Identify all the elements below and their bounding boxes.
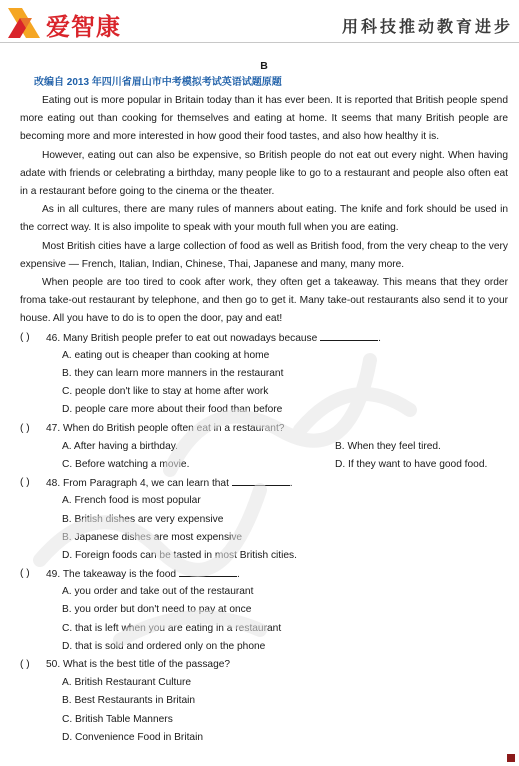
answer-blank [320,329,378,341]
answer-bracket[interactable]: ( ) [20,659,30,671]
paragraph-1: Eating out is more popular in Britain today than it has ever been. It is reported that British people spend more eating out than cooking for themselves and eating at home. It seems that many British people are becoming more and more interested in how good their food tastes, and also how healthy it is. [20,95,508,143]
answer-bracket[interactable]: ( ) [20,422,30,434]
source-line: 改编自 2013 年四川省眉山市中考模拟考试英语试题原题 [34,77,282,88]
options-47-row-1 [20,438,508,456]
option-47-b[interactable]: B. When they feel tired. [335,440,441,452]
paragraph-4: Most British cities have a large collection of food as well as British food, from the very cheap to the very expensive — French, Italian, Indian, Chinese, Thai, Japanese and many, many more. [20,240,508,270]
question-47 [20,420,508,438]
brand-slogan: 用科技推动教育进步 [341,17,513,36]
answer-bracket[interactable]: ( ) [20,568,30,580]
option-47-a[interactable]: A. After having a birthday. [62,440,178,452]
question-46: ( ) 46. Many British people prefer to eat out nowadays because . [20,329,508,347]
corner-mark [507,754,515,762]
option-49-b[interactable]: B. you order but don't need to pay at once [62,604,252,616]
question-48: ( ) 48. From Paragraph 4, we can learn that . [20,474,508,492]
answer-bracket[interactable]: ( ) [20,331,30,343]
question-stem: From Paragraph 4, we can learn that [63,478,229,490]
paragraph-2: However, eating out can also be expensive, so British people do not eat out every night. When having adate with friends or celebrating a birthday, many people like to go to a restaurant and people also often eat in a restaurant before going to the cinema or the theater. [20,149,508,198]
option-47-d[interactable]: D. If they want to have good food. [335,458,488,470]
section-label: B [260,60,268,72]
option-48-b[interactable]: B. British dishes are very expensive [62,513,224,525]
option-50-a[interactable]: A. British Restaurant Culture [62,677,192,689]
option-48-c[interactable]: B. Japanese dishes are most expensive [62,531,243,543]
answer-bracket[interactable]: ( ) [20,477,30,489]
option-50-c[interactable]: C. British Table Manners [62,713,173,725]
question-number: 50. [46,659,61,671]
question-number: 47. [46,422,61,434]
option-50-b[interactable]: B. Best Restaurants in Britain [62,695,196,707]
header-divider [0,42,519,43]
question-stem: Many British people prefer to eat out nowadays because [63,332,318,344]
option-46-b[interactable]: B. they can learn more manners in the restaurant [62,368,284,380]
brand-name: 爱智康 [46,13,121,41]
question-49: ( ) 49. The takeaway is the food . [20,565,508,583]
option-46-c[interactable]: C. people don't like to stay at home after work [62,386,269,398]
option-49-a[interactable]: A. you order and take out of the restaurant [62,586,254,598]
question-number: 48. [46,478,61,490]
reading-passage [20,58,508,747]
answer-blank [232,474,290,486]
page-header [0,0,519,44]
question-number: 49. [46,569,61,581]
question-stem: What is the best title of the passage? [63,659,231,671]
options-47-row-2 [20,456,508,474]
option-50-d[interactable]: D. Convenience Food in Britain [62,731,204,743]
answer-blank [179,565,237,577]
option-49-c[interactable]: C. that is left when you are eating in a restaurant [62,622,282,634]
option-46-a[interactable]: A. eating out is cheaper than cooking at home [62,349,270,361]
option-49-d[interactable]: D. that is sold and ordered only on the phone [62,640,266,652]
option-47-c[interactable]: C. Before watching a movie. [62,458,190,470]
option-48-d[interactable]: D. Foreign foods can be tasted in most British cities. [62,549,297,561]
brand-logo-icon [6,6,42,40]
question-stem: When do British people often eat in a restaurant? [63,422,285,434]
paragraph-3: As in all cultures, there are many rules of manners about eating. The knife and fork should be used in the correct way. It is also impolite to speak with your mouth full when you are eating. [20,204,508,234]
paragraph-5: When people are too tired to cook after work, they often get a takeaway. This means that they order froma take-out restaurant by telephone, and then go to get it. Many take-out restaurants also send it to your house. All you have to do is to open the door, pay and eat! [20,277,508,325]
option-46-d[interactable]: D. people care more about their food than before [62,404,283,416]
question-stem: The takeaway is the food [62,569,177,581]
question-number: 46. [46,332,61,344]
question-50 [20,656,508,674]
option-48-a[interactable]: A. French food is most popular [62,495,201,507]
